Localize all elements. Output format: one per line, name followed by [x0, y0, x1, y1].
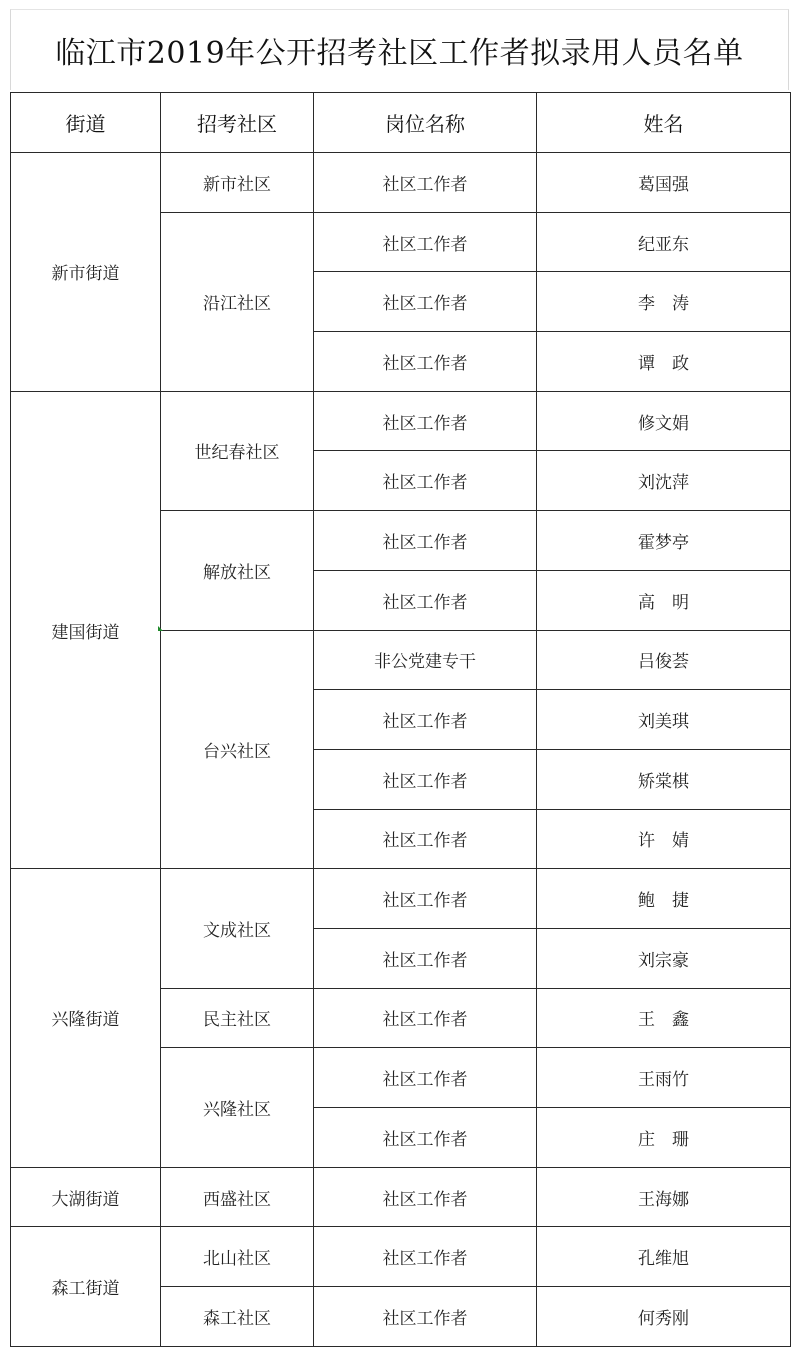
- name-cell: 孔维旭: [537, 1227, 791, 1287]
- name-cell: 矫棠棋: [537, 749, 791, 809]
- position-cell: 社区工作者: [314, 391, 537, 451]
- name-cell: 何秀刚: [537, 1287, 791, 1347]
- community-cell: 沿江社区: [161, 212, 314, 391]
- name-cell: 刘宗豪: [537, 928, 791, 988]
- position-cell: 社区工作者: [314, 749, 537, 809]
- roster-table: [10, 92, 791, 1347]
- position-cell: 社区工作者: [314, 1108, 537, 1168]
- table-row: [11, 1227, 791, 1287]
- name-cell: 王 鑫: [537, 988, 791, 1048]
- position-cell: 社区工作者: [314, 1048, 537, 1108]
- position-cell: 社区工作者: [314, 212, 537, 272]
- name-cell: 刘沈萍: [537, 451, 791, 511]
- table-row: [11, 391, 791, 451]
- table-row: [11, 1167, 791, 1227]
- community-cell: 新市社区: [161, 153, 314, 213]
- community-cell: 兴隆社区: [161, 1048, 314, 1167]
- position-cell: 社区工作者: [314, 809, 537, 869]
- column-header-name: 姓名: [537, 93, 791, 153]
- title-box: [10, 9, 789, 90]
- street-cell: 兴隆街道: [11, 869, 161, 1167]
- name-cell: 霍梦亭: [537, 511, 791, 571]
- street-cell: 大湖街道: [11, 1167, 161, 1227]
- table-row: [11, 869, 791, 929]
- street-cell: 新市街道: [11, 153, 161, 392]
- name-cell: 修文娟: [537, 391, 791, 451]
- community-cell: 北山社区: [161, 1227, 314, 1287]
- name-cell: 高 明: [537, 570, 791, 630]
- community-cell: 解放社区: [161, 511, 314, 630]
- community-cell: 民主社区: [161, 988, 314, 1048]
- community-cell: 台兴社区: [161, 630, 314, 869]
- column-header-street: 街道: [11, 93, 161, 153]
- position-cell: 社区工作者: [314, 332, 537, 392]
- position-cell: 社区工作者: [314, 928, 537, 988]
- page-title: 临江市2019年公开招考社区工作者拟录用人员名单: [55, 36, 744, 71]
- position-cell: 社区工作者: [314, 869, 537, 929]
- name-cell: 刘美琪: [537, 690, 791, 750]
- column-header-position: 岗位名称: [314, 93, 537, 153]
- position-cell: 社区工作者: [314, 451, 537, 511]
- cell-selection-marker: [158, 626, 163, 631]
- name-cell: 许 婧: [537, 809, 791, 869]
- community-cell: 森工社区: [161, 1287, 314, 1347]
- position-cell: 社区工作者: [314, 1167, 537, 1227]
- position-cell: 社区工作者: [314, 153, 537, 213]
- name-cell: 葛国强: [537, 153, 791, 213]
- position-cell: 社区工作者: [314, 1287, 537, 1347]
- community-cell: 西盛社区: [161, 1167, 314, 1227]
- name-cell: 李 涛: [537, 272, 791, 332]
- name-cell: 纪亚东: [537, 212, 791, 272]
- position-cell: 社区工作者: [314, 690, 537, 750]
- position-cell: 社区工作者: [314, 988, 537, 1048]
- position-cell: 社区工作者: [314, 1227, 537, 1287]
- column-header-community: 招考社区: [161, 93, 314, 153]
- name-cell: 鲍 捷: [537, 869, 791, 929]
- name-cell: 王雨竹: [537, 1048, 791, 1108]
- community-cell: 世纪春社区: [161, 391, 314, 510]
- position-cell: 非公党建专干: [314, 630, 537, 690]
- position-cell: 社区工作者: [314, 511, 537, 571]
- name-cell: 吕俊荟: [537, 630, 791, 690]
- name-cell: 庄 珊: [537, 1108, 791, 1168]
- table-row: [11, 153, 791, 213]
- community-cell: 文成社区: [161, 869, 314, 988]
- header-row: [11, 93, 791, 153]
- street-cell: 建国街道: [11, 391, 161, 869]
- street-cell: 森工街道: [11, 1227, 161, 1346]
- name-cell: 王海娜: [537, 1167, 791, 1227]
- position-cell: 社区工作者: [314, 272, 537, 332]
- position-cell: 社区工作者: [314, 570, 537, 630]
- name-cell: 谭 政: [537, 332, 791, 392]
